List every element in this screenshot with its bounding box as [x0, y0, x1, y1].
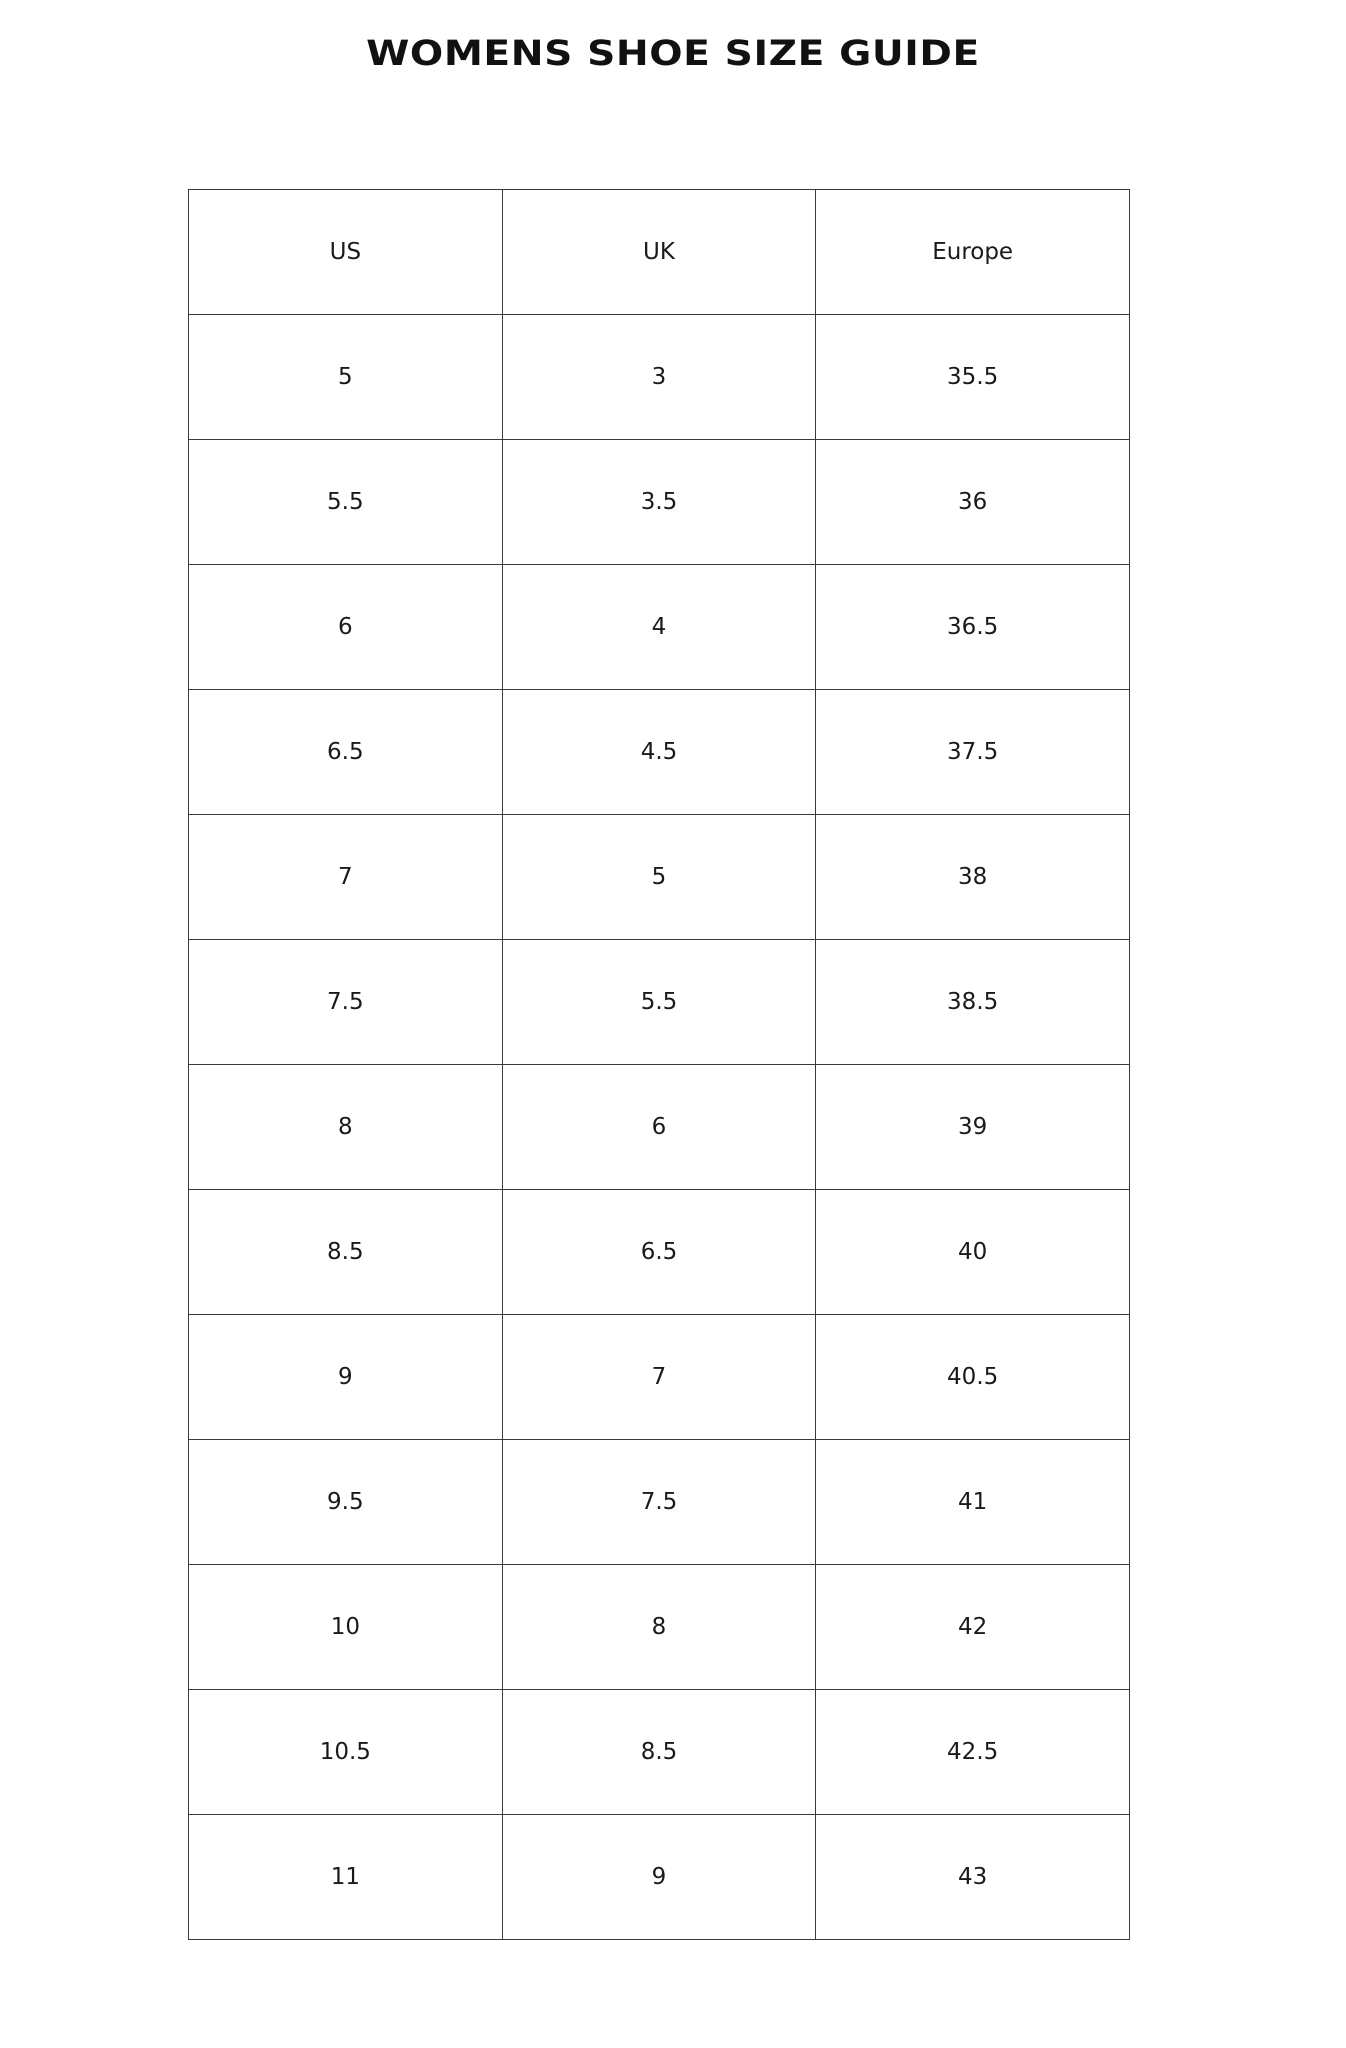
- cell-us: 10.5: [189, 1690, 503, 1815]
- column-header-uk: UK: [502, 190, 816, 315]
- cell-europe: 35.5: [816, 315, 1130, 440]
- cell-europe: 38.5: [816, 940, 1130, 1065]
- cell-uk: 4: [502, 565, 816, 690]
- cell-europe: 42.5: [816, 1690, 1130, 1815]
- cell-europe: 36.5: [816, 565, 1130, 690]
- cell-uk: 8.5: [502, 1690, 816, 1815]
- cell-europe: 36: [816, 440, 1130, 565]
- table-row: [189, 690, 1130, 815]
- table-row: [189, 815, 1130, 940]
- cell-us: 8.5: [189, 1190, 503, 1315]
- cell-uk: 5.5: [502, 940, 816, 1065]
- table-row: [189, 1315, 1130, 1440]
- cell-uk: 7.5: [502, 1440, 816, 1565]
- table-body: [189, 315, 1130, 1940]
- table-header: [189, 190, 1130, 315]
- table-row: [189, 1690, 1130, 1815]
- cell-uk: 4.5: [502, 690, 816, 815]
- cell-uk: 6.5: [502, 1190, 816, 1315]
- cell-uk: 6: [502, 1065, 816, 1190]
- page-title: WOMENS SHOE SIZE GUIDE: [366, 34, 980, 74]
- table-row: [189, 1440, 1130, 1565]
- cell-uk: 5: [502, 815, 816, 940]
- table-row: [189, 1190, 1130, 1315]
- cell-europe: 42: [816, 1565, 1130, 1690]
- cell-europe: 39: [816, 1065, 1130, 1190]
- column-header-us: US: [189, 190, 503, 315]
- cell-europe: 43: [816, 1815, 1130, 1940]
- column-header-europe: Europe: [816, 190, 1130, 315]
- cell-us: 9.5: [189, 1440, 503, 1565]
- cell-us: 9: [189, 1315, 503, 1440]
- table-row: [189, 565, 1130, 690]
- table-row: [189, 440, 1130, 565]
- cell-us: 7.5: [189, 940, 503, 1065]
- cell-us: 6.5: [189, 690, 503, 815]
- table-row: [189, 315, 1130, 440]
- cell-us: 5: [189, 315, 503, 440]
- cell-uk: 7: [502, 1315, 816, 1440]
- table-row: [189, 1815, 1130, 1940]
- cell-uk: 3: [502, 315, 816, 440]
- cell-uk: 9: [502, 1815, 816, 1940]
- cell-europe: 38: [816, 815, 1130, 940]
- cell-us: 11: [189, 1815, 503, 1940]
- table-row: [189, 1065, 1130, 1190]
- cell-europe: 37.5: [816, 690, 1130, 815]
- cell-europe: 40.5: [816, 1315, 1130, 1440]
- cell-uk: 8: [502, 1565, 816, 1690]
- table-row: [189, 940, 1130, 1065]
- table-row: [189, 1565, 1130, 1690]
- cell-uk: 3.5: [502, 440, 816, 565]
- cell-europe: 41: [816, 1440, 1130, 1565]
- cell-us: 6: [189, 565, 503, 690]
- header-row: [189, 190, 1130, 315]
- cell-us: 7: [189, 815, 503, 940]
- cell-europe: 40: [816, 1190, 1130, 1315]
- cell-us: 8: [189, 1065, 503, 1190]
- size-table: [188, 189, 1130, 1940]
- cell-us: 5.5: [189, 440, 503, 565]
- cell-us: 10: [189, 1565, 503, 1690]
